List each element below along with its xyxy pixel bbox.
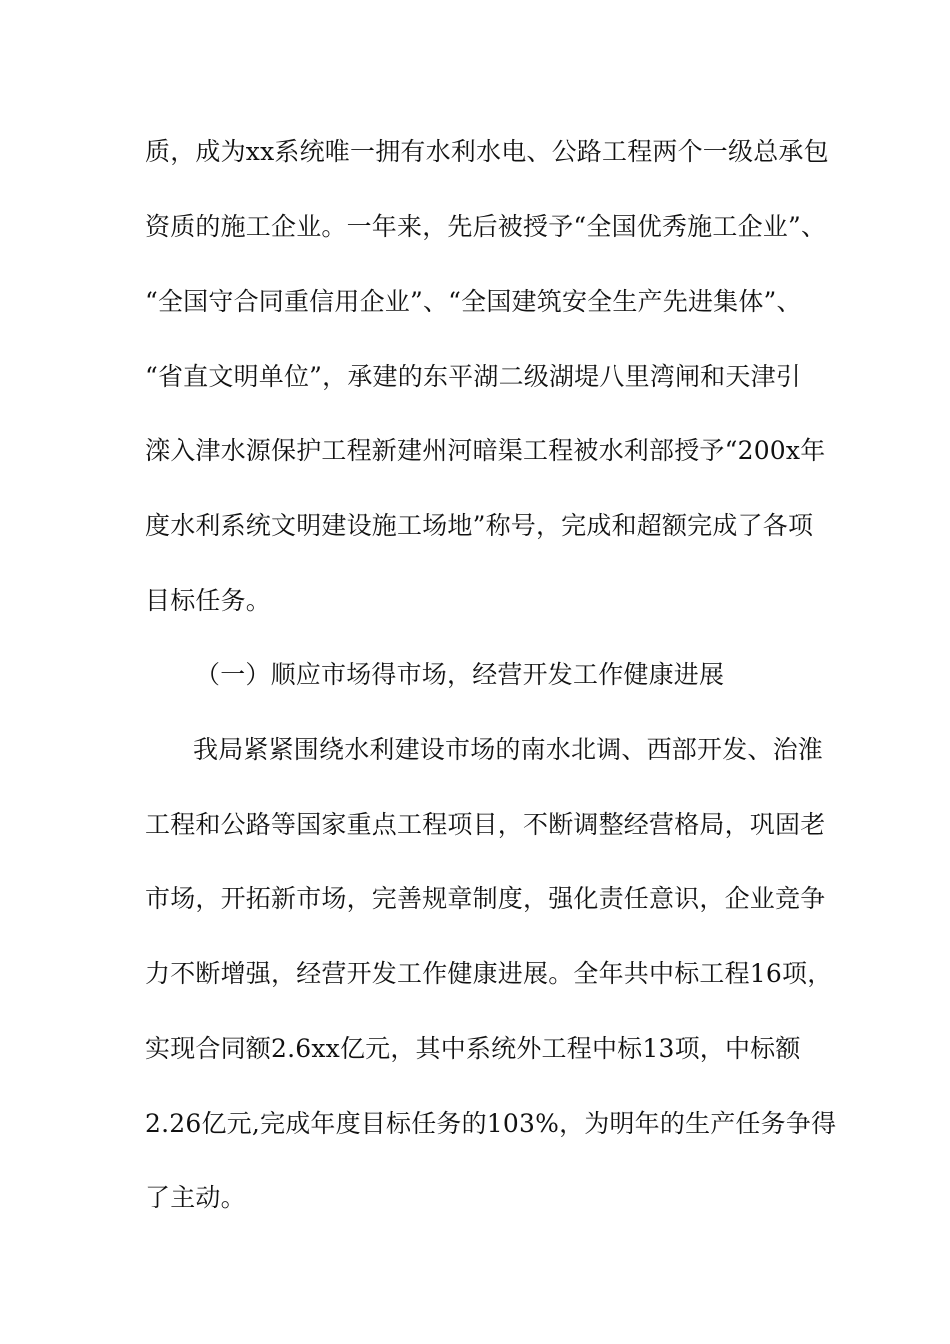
paragraph-line: 市场，开拓新市场，完善规章制度，强化责任意识，企业竞争: [145, 884, 826, 913]
paragraph-line: “省直文明单位”，承建的东平湖二级湖堤八里湾闸和天津引: [145, 362, 801, 391]
paragraph-line: 质，成为xx系统唯一拥有水利水电、公路工程两个一级总承包: [145, 137, 829, 166]
paragraph-line: 度水利系统文明建设施工场地”称号，完成和超额完成了各项: [145, 511, 814, 540]
paragraph-line: “全国守合同重信用企业”、“全国建筑安全生产先进集体”、: [145, 287, 802, 316]
section-heading: （一）顺应市场得市场，经营开发工作健康进展: [195, 660, 725, 689]
paragraph-line: 我局紧紧围绕水利建设市场的南水北调、西部开发、治淮: [193, 735, 824, 764]
paragraph-line: 目标任务。: [145, 586, 272, 615]
paragraph-line: 2.26亿元,完成年度目标任务的103%，为明年的生产任务争得: [145, 1109, 837, 1138]
paragraph-line: 滦入津水源保护工程新建州河暗渠工程被水利部授予“200x年: [145, 436, 826, 465]
paragraph-line: 实现合同额2.6xx亿元，其中系统外工程中标13项，中标额: [145, 1034, 801, 1063]
paragraph-line: 力不断增强，经营开发工作健康进展。全年共中标工程16项，: [145, 959, 833, 988]
paragraph-line: 了主动。: [145, 1183, 246, 1212]
paragraph-line: 资质的施工企业。一年来，先后被授予“全国优秀施工企业”、: [145, 212, 827, 241]
paragraph-line: 工程和公路等国家重点工程项目，不断调整经营格局，巩固老: [145, 810, 826, 839]
